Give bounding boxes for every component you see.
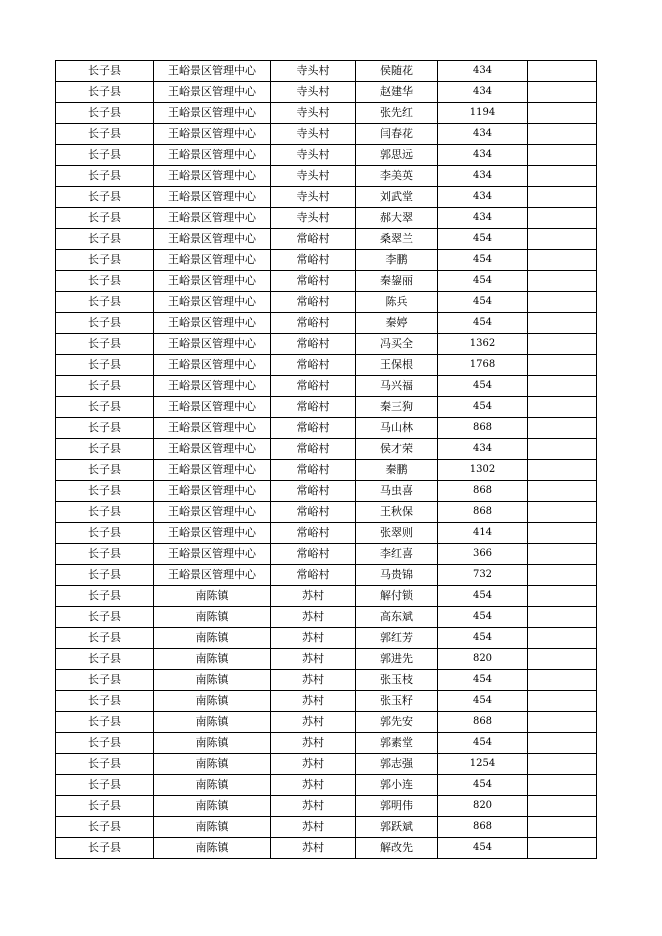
village-cell: 常峪村 — [271, 334, 356, 355]
name-cell: 解改先 — [356, 838, 438, 859]
town-cell: 王峪景区管理中心 — [154, 481, 271, 502]
village-cell: 苏村 — [271, 607, 356, 628]
name-cell: 郝大翠 — [356, 208, 438, 229]
amount-cell: 1362 — [438, 334, 528, 355]
town-cell: 王峪景区管理中心 — [154, 418, 271, 439]
amount-cell: 820 — [438, 796, 528, 817]
town-cell: 王峪景区管理中心 — [154, 61, 271, 82]
amount-cell: 454 — [438, 628, 528, 649]
table-row — [56, 523, 597, 544]
county-cell: 长子县 — [56, 733, 154, 754]
village-cell: 常峪村 — [271, 544, 356, 565]
county-cell: 长子县 — [56, 208, 154, 229]
blank-cell — [528, 355, 597, 376]
village-cell: 常峪村 — [271, 250, 356, 271]
town-cell: 南陈镇 — [154, 628, 271, 649]
name-cell: 刘武堂 — [356, 187, 438, 208]
village-cell: 常峪村 — [271, 313, 356, 334]
county-cell: 长子县 — [56, 775, 154, 796]
village-cell: 常峪村 — [271, 376, 356, 397]
county-cell: 长子县 — [56, 502, 154, 523]
county-cell: 长子县 — [56, 397, 154, 418]
name-cell: 秦鋆丽 — [356, 271, 438, 292]
blank-cell — [528, 649, 597, 670]
amount-cell: 732 — [438, 565, 528, 586]
table-row — [56, 565, 597, 586]
village-cell: 常峪村 — [271, 271, 356, 292]
town-cell: 南陈镇 — [154, 670, 271, 691]
county-cell: 长子县 — [56, 418, 154, 439]
village-cell: 常峪村 — [271, 229, 356, 250]
name-cell: 李红喜 — [356, 544, 438, 565]
town-cell: 南陈镇 — [154, 586, 271, 607]
village-cell: 苏村 — [271, 838, 356, 859]
table-row — [56, 460, 597, 481]
table-row — [56, 439, 597, 460]
county-cell: 长子县 — [56, 817, 154, 838]
blank-cell — [528, 796, 597, 817]
village-cell: 寺头村 — [271, 124, 356, 145]
amount-cell: 454 — [438, 775, 528, 796]
name-cell: 郭明伟 — [356, 796, 438, 817]
table-row — [56, 82, 597, 103]
name-cell: 郭素堂 — [356, 733, 438, 754]
amount-cell: 434 — [438, 61, 528, 82]
town-cell: 王峪景区管理中心 — [154, 460, 271, 481]
name-cell: 赵建华 — [356, 82, 438, 103]
town-cell: 王峪景区管理中心 — [154, 334, 271, 355]
town-cell: 王峪景区管理中心 — [154, 229, 271, 250]
blank-cell — [528, 334, 597, 355]
amount-cell: 414 — [438, 523, 528, 544]
amount-cell: 868 — [438, 481, 528, 502]
blank-cell — [528, 544, 597, 565]
town-cell: 王峪景区管理中心 — [154, 502, 271, 523]
name-cell: 马山林 — [356, 418, 438, 439]
village-cell: 寺头村 — [271, 61, 356, 82]
name-cell: 郭先安 — [356, 712, 438, 733]
blank-cell — [528, 586, 597, 607]
blank-cell — [528, 376, 597, 397]
blank-cell — [528, 418, 597, 439]
village-cell: 苏村 — [271, 670, 356, 691]
table-row — [56, 124, 597, 145]
town-cell: 南陈镇 — [154, 775, 271, 796]
town-cell: 王峪景区管理中心 — [154, 124, 271, 145]
table-row — [56, 775, 597, 796]
village-cell: 常峪村 — [271, 439, 356, 460]
county-cell: 长子县 — [56, 334, 154, 355]
amount-cell: 434 — [438, 208, 528, 229]
blank-cell — [528, 775, 597, 796]
amount-cell: 454 — [438, 838, 528, 859]
name-cell: 郭跃斌 — [356, 817, 438, 838]
county-cell: 长子县 — [56, 355, 154, 376]
name-cell: 张先红 — [356, 103, 438, 124]
village-cell: 苏村 — [271, 754, 356, 775]
blank-cell — [528, 166, 597, 187]
village-cell: 苏村 — [271, 649, 356, 670]
blank-cell — [528, 838, 597, 859]
town-cell: 王峪景区管理中心 — [154, 397, 271, 418]
name-cell: 冯买全 — [356, 334, 438, 355]
village-cell: 常峪村 — [271, 397, 356, 418]
blank-cell — [528, 460, 597, 481]
blank-cell — [528, 145, 597, 166]
name-cell: 郭红芳 — [356, 628, 438, 649]
county-cell: 长子县 — [56, 670, 154, 691]
town-cell: 王峪景区管理中心 — [154, 187, 271, 208]
blank-cell — [528, 691, 597, 712]
town-cell: 南陈镇 — [154, 691, 271, 712]
table-row — [56, 796, 597, 817]
amount-cell: 454 — [438, 691, 528, 712]
name-cell: 李鹏 — [356, 250, 438, 271]
amount-cell: 434 — [438, 145, 528, 166]
table-row — [56, 292, 597, 313]
county-cell: 长子县 — [56, 250, 154, 271]
village-cell: 寺头村 — [271, 166, 356, 187]
village-cell: 常峪村 — [271, 460, 356, 481]
amount-cell: 434 — [438, 166, 528, 187]
county-cell: 长子县 — [56, 229, 154, 250]
town-cell: 王峪景区管理中心 — [154, 544, 271, 565]
table-row — [56, 229, 597, 250]
county-cell: 长子县 — [56, 166, 154, 187]
county-cell: 长子县 — [56, 145, 154, 166]
name-cell: 李美英 — [356, 166, 438, 187]
village-cell: 苏村 — [271, 691, 356, 712]
county-cell: 长子县 — [56, 691, 154, 712]
county-cell: 长子县 — [56, 439, 154, 460]
name-cell: 郭小连 — [356, 775, 438, 796]
village-cell: 寺头村 — [271, 103, 356, 124]
table-row — [56, 733, 597, 754]
blank-cell — [528, 271, 597, 292]
town-cell: 南陈镇 — [154, 649, 271, 670]
blank-cell — [528, 628, 597, 649]
county-cell: 长子县 — [56, 82, 154, 103]
table-row — [56, 418, 597, 439]
village-cell: 常峪村 — [271, 523, 356, 544]
village-cell: 寺头村 — [271, 82, 356, 103]
blank-cell — [528, 439, 597, 460]
village-cell: 常峪村 — [271, 565, 356, 586]
amount-cell: 868 — [438, 712, 528, 733]
name-cell: 郭思远 — [356, 145, 438, 166]
table-row — [56, 712, 597, 733]
table-row — [56, 208, 597, 229]
name-cell: 解付锁 — [356, 586, 438, 607]
amount-cell: 454 — [438, 271, 528, 292]
amount-cell: 434 — [438, 439, 528, 460]
town-cell: 王峪景区管理中心 — [154, 355, 271, 376]
table-row — [56, 103, 597, 124]
amount-cell: 454 — [438, 313, 528, 334]
table-row — [56, 271, 597, 292]
town-cell: 王峪景区管理中心 — [154, 376, 271, 397]
county-cell: 长子县 — [56, 712, 154, 733]
name-cell: 陈兵 — [356, 292, 438, 313]
county-cell: 长子县 — [56, 292, 154, 313]
county-cell: 长子县 — [56, 649, 154, 670]
blank-cell — [528, 733, 597, 754]
county-cell: 长子县 — [56, 460, 154, 481]
village-cell: 苏村 — [271, 796, 356, 817]
table-row — [56, 187, 597, 208]
village-cell: 常峪村 — [271, 355, 356, 376]
table-row — [56, 754, 597, 775]
blank-cell — [528, 313, 597, 334]
amount-cell: 454 — [438, 376, 528, 397]
table-row — [56, 145, 597, 166]
county-cell: 长子县 — [56, 586, 154, 607]
blank-cell — [528, 523, 597, 544]
amount-cell: 868 — [438, 502, 528, 523]
town-cell: 王峪景区管理中心 — [154, 250, 271, 271]
county-cell: 长子县 — [56, 796, 154, 817]
table-row — [56, 817, 597, 838]
table-row — [56, 61, 597, 82]
amount-cell: 454 — [438, 397, 528, 418]
town-cell: 南陈镇 — [154, 754, 271, 775]
table-row — [56, 502, 597, 523]
name-cell: 秦婷 — [356, 313, 438, 334]
amount-cell: 868 — [438, 817, 528, 838]
table-row — [56, 649, 597, 670]
town-cell: 南陈镇 — [154, 733, 271, 754]
county-cell: 长子县 — [56, 103, 154, 124]
name-cell: 高东斌 — [356, 607, 438, 628]
table-row — [56, 628, 597, 649]
town-cell: 王峪景区管理中心 — [154, 292, 271, 313]
amount-cell: 1768 — [438, 355, 528, 376]
blank-cell — [528, 292, 597, 313]
town-cell: 王峪景区管理中心 — [154, 271, 271, 292]
table-row — [56, 586, 597, 607]
county-cell: 长子县 — [56, 607, 154, 628]
blank-cell — [528, 670, 597, 691]
table-body — [56, 61, 597, 859]
table-row — [56, 607, 597, 628]
amount-cell: 454 — [438, 229, 528, 250]
name-cell: 桑翠兰 — [356, 229, 438, 250]
amount-cell: 820 — [438, 649, 528, 670]
table-row — [56, 397, 597, 418]
county-cell: 长子县 — [56, 61, 154, 82]
name-cell: 秦鹏 — [356, 460, 438, 481]
blank-cell — [528, 607, 597, 628]
name-cell: 马贵锦 — [356, 565, 438, 586]
amount-cell: 454 — [438, 586, 528, 607]
county-cell: 长子县 — [56, 544, 154, 565]
blank-cell — [528, 103, 597, 124]
name-cell: 郭志强 — [356, 754, 438, 775]
table-row — [56, 838, 597, 859]
name-cell: 张翠则 — [356, 523, 438, 544]
county-cell: 长子县 — [56, 565, 154, 586]
village-cell: 苏村 — [271, 775, 356, 796]
village-cell: 常峪村 — [271, 292, 356, 313]
amount-cell: 434 — [438, 82, 528, 103]
village-cell: 常峪村 — [271, 481, 356, 502]
county-cell: 长子县 — [56, 628, 154, 649]
county-cell: 长子县 — [56, 271, 154, 292]
blank-cell — [528, 754, 597, 775]
blank-cell — [528, 250, 597, 271]
town-cell: 王峪景区管理中心 — [154, 565, 271, 586]
village-cell: 常峪村 — [271, 502, 356, 523]
blank-cell — [528, 712, 597, 733]
village-cell: 苏村 — [271, 712, 356, 733]
blank-cell — [528, 124, 597, 145]
table-row — [56, 313, 597, 334]
county-cell: 长子县 — [56, 481, 154, 502]
town-cell: 南陈镇 — [154, 712, 271, 733]
amount-cell: 454 — [438, 733, 528, 754]
name-cell: 郭进先 — [356, 649, 438, 670]
name-cell: 闫春花 — [356, 124, 438, 145]
name-cell: 王保根 — [356, 355, 438, 376]
amount-cell: 434 — [438, 124, 528, 145]
name-cell: 侯随花 — [356, 61, 438, 82]
amount-cell: 434 — [438, 187, 528, 208]
blank-cell — [528, 187, 597, 208]
name-cell: 张玉籽 — [356, 691, 438, 712]
town-cell: 王峪景区管理中心 — [154, 82, 271, 103]
blank-cell — [528, 229, 597, 250]
town-cell: 南陈镇 — [154, 607, 271, 628]
county-cell: 长子县 — [56, 187, 154, 208]
blank-cell — [528, 82, 597, 103]
table-row — [56, 334, 597, 355]
town-cell: 王峪景区管理中心 — [154, 166, 271, 187]
town-cell: 王峪景区管理中心 — [154, 145, 271, 166]
amount-cell: 454 — [438, 607, 528, 628]
town-cell: 南陈镇 — [154, 838, 271, 859]
blank-cell — [528, 61, 597, 82]
amount-cell: 1194 — [438, 103, 528, 124]
town-cell: 王峪景区管理中心 — [154, 439, 271, 460]
blank-cell — [528, 481, 597, 502]
table-row — [56, 481, 597, 502]
amount-cell: 1302 — [438, 460, 528, 481]
name-cell: 秦三狗 — [356, 397, 438, 418]
blank-cell — [528, 397, 597, 418]
town-cell: 南陈镇 — [154, 817, 271, 838]
table-row — [56, 355, 597, 376]
village-cell: 寺头村 — [271, 187, 356, 208]
table-row — [56, 376, 597, 397]
village-cell: 苏村 — [271, 586, 356, 607]
name-cell: 王秋保 — [356, 502, 438, 523]
blank-cell — [528, 565, 597, 586]
county-cell: 长子县 — [56, 376, 154, 397]
town-cell: 王峪景区管理中心 — [154, 523, 271, 544]
county-cell: 长子县 — [56, 313, 154, 334]
blank-cell — [528, 208, 597, 229]
amount-cell: 868 — [438, 418, 528, 439]
name-cell: 马虫喜 — [356, 481, 438, 502]
county-cell: 长子县 — [56, 754, 154, 775]
village-cell: 苏村 — [271, 817, 356, 838]
table-row — [56, 250, 597, 271]
table-row — [56, 544, 597, 565]
blank-cell — [528, 817, 597, 838]
village-cell: 寺头村 — [271, 208, 356, 229]
name-cell: 马兴福 — [356, 376, 438, 397]
village-cell: 寺头村 — [271, 145, 356, 166]
amount-cell: 454 — [438, 292, 528, 313]
village-cell: 常峪村 — [271, 418, 356, 439]
town-cell: 南陈镇 — [154, 796, 271, 817]
town-cell: 王峪景区管理中心 — [154, 313, 271, 334]
amount-cell: 1254 — [438, 754, 528, 775]
town-cell: 王峪景区管理中心 — [154, 103, 271, 124]
village-cell: 苏村 — [271, 733, 356, 754]
data-table — [55, 60, 597, 859]
table-row — [56, 691, 597, 712]
amount-cell: 454 — [438, 250, 528, 271]
name-cell: 张玉枝 — [356, 670, 438, 691]
table-row — [56, 670, 597, 691]
amount-cell: 454 — [438, 670, 528, 691]
blank-cell — [528, 502, 597, 523]
name-cell: 侯才荣 — [356, 439, 438, 460]
village-cell: 苏村 — [271, 628, 356, 649]
county-cell: 长子县 — [56, 838, 154, 859]
county-cell: 长子县 — [56, 523, 154, 544]
county-cell: 长子县 — [56, 124, 154, 145]
table-row — [56, 166, 597, 187]
town-cell: 王峪景区管理中心 — [154, 208, 271, 229]
amount-cell: 366 — [438, 544, 528, 565]
